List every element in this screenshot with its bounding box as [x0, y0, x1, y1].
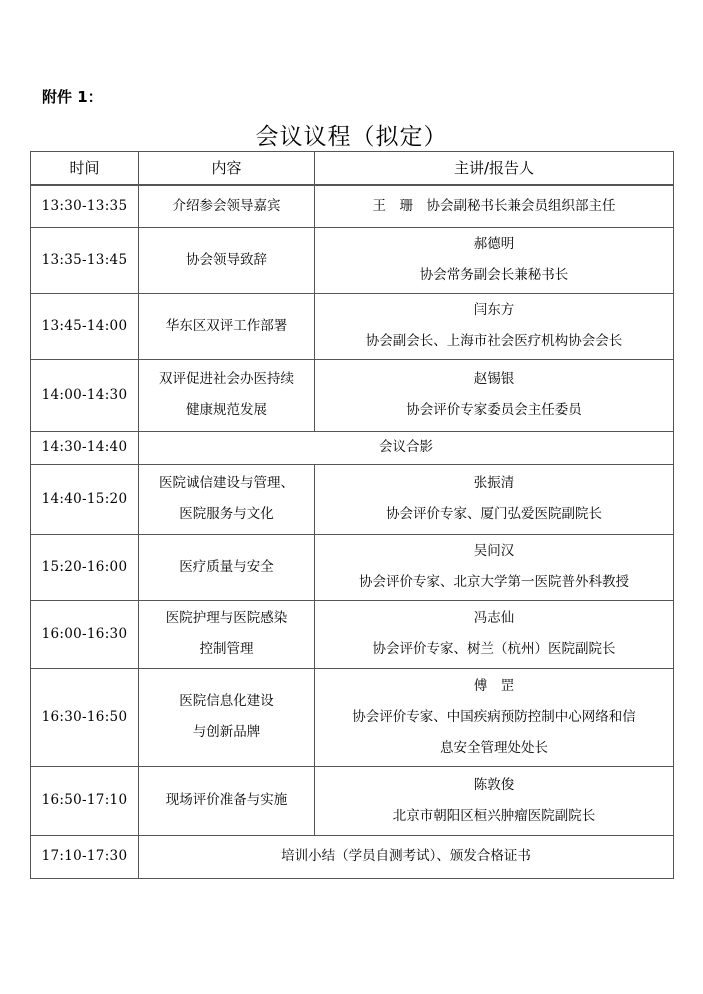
- attachment-label: 附件 1：: [42, 88, 103, 106]
- speaker-cell: [315, 600, 674, 668]
- agenda-table: [30, 151, 674, 879]
- speaker-name: 冯志仙: [473, 610, 515, 626]
- table-row: [31, 227, 674, 293]
- time-cell: 16:30-16:50: [31, 668, 139, 766]
- time-cell: 14:40-15:20: [31, 464, 139, 534]
- speaker-name: 傅 罡: [473, 677, 515, 694]
- content-cell: 医院信息化建设 与创新品牌: [139, 668, 315, 766]
- header-speaker: 主讲/报告人: [315, 152, 674, 186]
- speaker-title: 协会常务副会长兼秘书长: [419, 267, 569, 283]
- time-cell: 14:00-14:30: [31, 359, 139, 431]
- content-cell: 华东区双评工作部署: [139, 293, 315, 359]
- speaker-name: 闫东方: [473, 302, 515, 318]
- speaker-name: 陈敦俊: [473, 776, 515, 793]
- table-row: [31, 600, 674, 668]
- time-cell: 14:30-14:40: [31, 431, 139, 464]
- speaker-title: 协会评价专家、北京大学第一医院普外科教授: [359, 574, 629, 590]
- table-row: [31, 534, 674, 600]
- table-row: [31, 293, 674, 359]
- speaker-cell: [315, 464, 674, 534]
- content-cell: 医院诚信建设与管理、 医院服务与文化: [139, 464, 315, 534]
- time-cell: 15:20-16:00: [31, 534, 139, 600]
- time-cell: 13:30-13:35: [31, 185, 139, 227]
- content-cell: 双评促进社会办医持续 健康规范发展: [139, 359, 315, 431]
- content-cell: 医院护理与医院感染 控制管理: [139, 600, 315, 668]
- speaker-name: 吴问汉: [473, 543, 515, 559]
- speaker-title: 息安全管理处处长: [440, 739, 548, 756]
- time-cell: 16:00-16:30: [31, 600, 139, 668]
- content-cell: 现场评价准备与实施: [139, 766, 315, 835]
- table-row: [31, 464, 674, 534]
- speaker-cell: [315, 766, 674, 835]
- header-time: 时间: [31, 152, 139, 186]
- table-row: [31, 766, 674, 835]
- table-row: [31, 835, 674, 878]
- speaker-title: 北京市朝阳区桓兴肿瘤医院副院长: [392, 807, 596, 824]
- merged-cell: 会议合影: [139, 431, 674, 464]
- header-row: [31, 152, 674, 186]
- table-row: [31, 185, 674, 227]
- header-content: 内容: [139, 152, 315, 186]
- speaker-title: 协会评价专家、树兰（杭州）医院副院长: [372, 641, 616, 657]
- speaker-name: 张振清: [473, 475, 515, 491]
- speaker-title: 协会评价专家委员会主任委员: [406, 402, 582, 418]
- speaker-name: 赵锡银: [473, 371, 515, 387]
- speaker-cell: [315, 359, 674, 431]
- time-cell: 13:45-14:00: [31, 293, 139, 359]
- speaker-cell: [315, 534, 674, 600]
- time-cell: 13:35-13:45: [31, 227, 139, 293]
- speaker-cell: [315, 668, 674, 766]
- speaker-title: 协会评价专家、中国疾病预防控制中心网络和信: [352, 708, 636, 725]
- content-cell: 医疗质量与安全: [139, 534, 315, 600]
- speaker-title: 协会副会长、上海市社会医疗机构协会会长: [365, 333, 623, 349]
- table-row: [31, 668, 674, 766]
- content-cell: 协会领导致辞: [139, 227, 315, 293]
- merged-cell: 培训小结（学员自测考试）、颁发合格证书: [139, 835, 674, 878]
- content-cell: 介绍参会领导嘉宾: [139, 185, 315, 227]
- time-cell: 17:10-17:30: [31, 835, 139, 878]
- speaker-title: 协会评价专家、厦门弘爱医院副院长: [386, 506, 602, 522]
- speaker-cell: [315, 293, 674, 359]
- table-row: [31, 359, 674, 431]
- page-title: 会议议程（拟定）: [255, 124, 448, 150]
- speaker-cell: [315, 227, 674, 293]
- speaker-cell: 王 珊 协会副秘书长兼会员组织部主任: [315, 185, 674, 227]
- speaker-name: 郝德明: [473, 236, 515, 252]
- table-row: [31, 431, 674, 464]
- time-cell: 16:50-17:10: [31, 766, 139, 835]
